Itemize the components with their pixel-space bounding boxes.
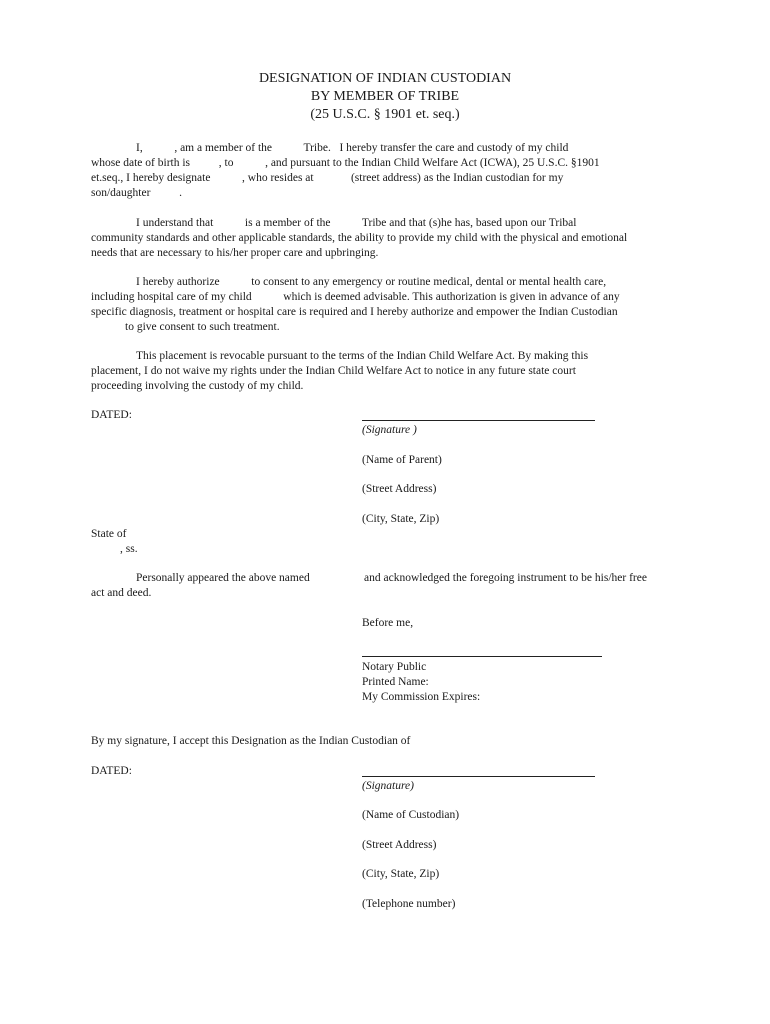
custodian-signature-line[interactable] [362, 776, 595, 777]
custodian-signature-label: (Signature) [362, 780, 414, 792]
notary-public-label: Notary Public [362, 661, 427, 673]
paragraph-line: specific diagnosis, treatment or hospital care is required and I hereby authorize and empower the Indian Custodian [91, 306, 618, 318]
custodian-name-label: (Name of Custodian) [362, 809, 460, 821]
before-me-label: Before me, [362, 617, 414, 629]
appeared-text-left: Personally appeared the above named [136, 572, 310, 584]
paragraph-transfer-custody [91, 141, 691, 201]
paragraph-line: including hospital care of my child which is deemed advisable. This authorization is given in advance of any [91, 291, 620, 303]
custodian-city-label: (City, State, Zip) [362, 868, 440, 880]
notary-signature-line[interactable] [362, 656, 602, 657]
paragraph-medical-authorization [91, 275, 691, 335]
paragraph-line: whose date of birth is , to , and pursuant to the Indian Child Welfare Act (ICWA), 25 U.S.C. §1901 [91, 157, 600, 169]
paragraph-line: proceeding involving the custody of my child. [91, 380, 304, 392]
parent-signature-line[interactable] [362, 420, 595, 421]
custodian-phone-label: (Telephone number) [362, 898, 456, 910]
parent-signature-label: (Signature ) [362, 424, 417, 436]
commission-expires-label: My Commission Expires: [362, 691, 481, 703]
parent-city-label: (City, State, Zip) [362, 513, 440, 525]
paragraph-line: I hereby authorize to consent to any emergency or routine medical, dental or mental health care, [136, 276, 607, 288]
paragraph-line: placement, I do not waive my rights under the Indian Child Welfare Act to notice in any future state court [91, 365, 576, 377]
document-title-citation: (25 U.S.C. § 1901 et. seq.) [310, 107, 460, 122]
paragraph-line: needs that are necessary to his/her proper care and upbringing. [91, 247, 379, 259]
paragraph-understanding [91, 216, 691, 261]
paragraph-line: community standards and other applicable standards, the ability to provide my child with the physical and emotional [91, 232, 628, 244]
paragraph-line: This placement is revocable pursuant to the terms of the Indian Child Welfare Act. By making this [136, 350, 589, 362]
paragraph-line: son/daughter . [91, 187, 183, 199]
parent-street-label: (Street Address) [362, 483, 437, 495]
state-of-label: State of [91, 528, 127, 540]
paragraph-line: I understand that is a member of the Tribe and that (s)he has, based upon our Tribal [136, 217, 577, 229]
paragraph-line: I, , am a member of the Tribe. I hereby transfer the care and custody of my child [136, 142, 569, 154]
appeared-text-line-2: act and deed. [91, 587, 152, 599]
document-title-line-2: BY MEMBER OF TRIBE [310, 89, 460, 104]
custodian-street-label: (Street Address) [362, 839, 437, 851]
custodian-accept-text: By my signature, I accept this Designation as the Indian Custodian of [91, 735, 411, 747]
document-title-line-1: DESIGNATION OF INDIAN CUSTODIAN [258, 71, 512, 86]
appeared-text-right: and acknowledged the foregoing instrument to be his/her free [364, 572, 647, 584]
ss-label: , ss. [120, 543, 138, 555]
paragraph-revocable [91, 349, 691, 394]
printed-name-label: Printed Name: [362, 676, 429, 688]
parent-name-label: (Name of Parent) [362, 454, 442, 466]
custodian-dated-label: DATED: [91, 765, 132, 777]
paragraph-line: to give consent to such treatment. [125, 321, 280, 333]
paragraph-line: et.seq., I hereby designate , who resides at (street address) as the Indian custodian for my [91, 172, 564, 184]
parent-dated-label: DATED: [91, 409, 132, 421]
